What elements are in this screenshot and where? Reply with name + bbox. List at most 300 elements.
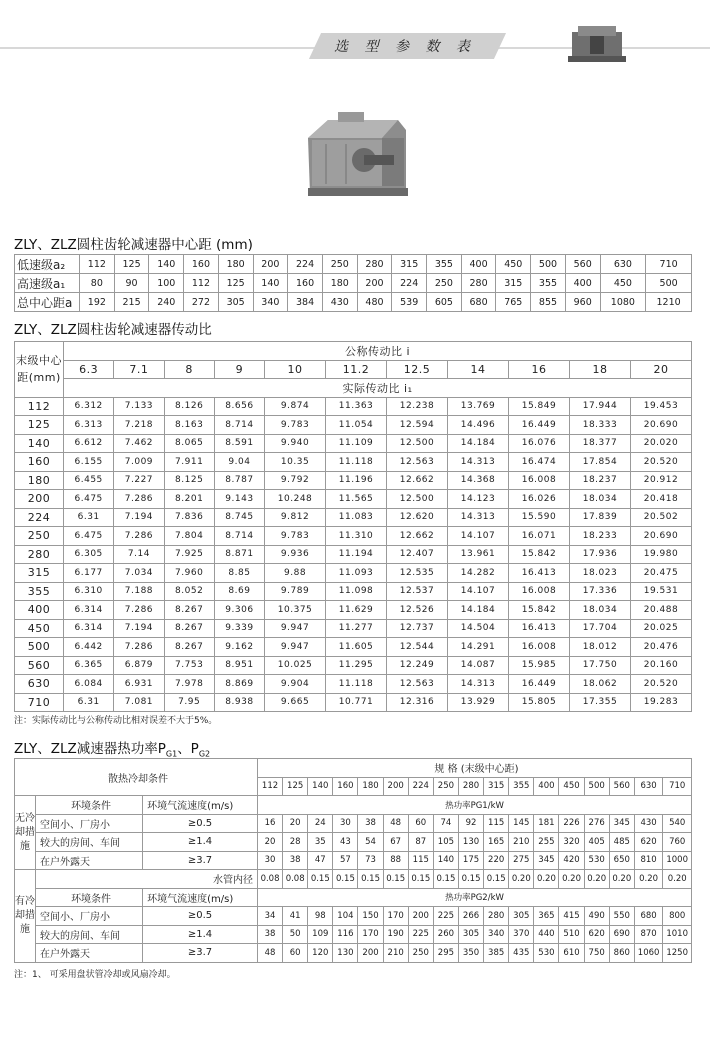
ratio-value: 20.690 <box>630 527 691 546</box>
center-distance: 450 <box>15 619 64 638</box>
table-row <box>15 638 692 657</box>
ratio-value: 8.787 <box>214 471 264 490</box>
power-value: 48 <box>383 814 408 833</box>
ratio-value: 8.052 <box>164 582 214 601</box>
env-header: 环境条件 <box>36 888 143 907</box>
transmission-ratio-table <box>14 341 692 712</box>
center-distance: 710 <box>15 693 64 712</box>
ratio-value: 6.365 <box>64 656 114 675</box>
power-value: 28 <box>283 833 308 852</box>
power-value: 20 <box>283 814 308 833</box>
ratio-value: 9.339 <box>214 619 264 638</box>
table-row <box>15 925 692 944</box>
ratio-value: 18.233 <box>569 527 630 546</box>
power-value: 20 <box>257 833 282 852</box>
center-distance: 355 <box>15 582 64 601</box>
ratio-value: 6.612 <box>64 434 114 453</box>
ratio-value: 9.812 <box>265 508 326 527</box>
nominal-ratio: 7.1 <box>114 360 164 379</box>
ratio-value: 10.771 <box>326 693 387 712</box>
ratio-value: 11.629 <box>326 601 387 620</box>
power-value: 220 <box>484 851 509 870</box>
table-row <box>15 508 692 527</box>
airflow-speed: ≥1.4 <box>143 925 258 944</box>
power-value: 226 <box>559 814 584 833</box>
ratio-value: 12.238 <box>387 397 448 416</box>
table-cell: 224 <box>288 255 323 274</box>
ratio-value: 11.277 <box>326 619 387 638</box>
size-value: 250 <box>433 777 458 796</box>
power-value: 276 <box>584 814 609 833</box>
ratio-value: 8.951 <box>214 656 264 675</box>
ratio-value: 6.314 <box>64 601 114 620</box>
ratio-value: 7.218 <box>114 416 164 435</box>
corner-label: 末级中心距(mm) <box>15 342 64 398</box>
table-cell: 140 <box>149 255 184 274</box>
ratio-value: 15.805 <box>509 693 570 712</box>
ratio-value: 20.020 <box>630 434 691 453</box>
ratio-value: 11.098 <box>326 582 387 601</box>
ratio-value: 20.160 <box>630 656 691 675</box>
power-value: 800 <box>663 907 692 926</box>
power-value: 435 <box>509 944 534 963</box>
power-value: 275 <box>509 851 534 870</box>
ratio-value: 7.133 <box>114 397 164 416</box>
ratio-value: 7.194 <box>114 619 164 638</box>
size-value: 140 <box>308 777 333 796</box>
airflow-speed: ≥0.5 <box>143 907 258 926</box>
pipe-value: 0.20 <box>534 870 559 889</box>
actual-header: 实际传动比 i₁ <box>64 379 692 398</box>
ratio-value: 16.449 <box>509 416 570 435</box>
table-cell: 140 <box>253 274 288 293</box>
power-value: 610 <box>559 944 584 963</box>
ratio-value: 12.620 <box>387 508 448 527</box>
ratio-value: 12.316 <box>387 693 448 712</box>
size-value: 125 <box>283 777 308 796</box>
ratio-value: 6.879 <box>114 656 164 675</box>
pipe-value: 0.20 <box>634 870 663 889</box>
ratio-value: 17.854 <box>569 453 630 472</box>
env-condition: 在户外露天 <box>36 851 143 870</box>
table-row <box>15 293 692 312</box>
ratio-value: 14.107 <box>448 582 509 601</box>
ratio-value: 7.14 <box>114 545 164 564</box>
ratio-value: 20.025 <box>630 619 691 638</box>
ratio-value: 17.336 <box>569 582 630 601</box>
nominal-ratio: 11.2 <box>326 360 387 379</box>
table-cell: 430 <box>322 293 357 312</box>
ratio-value: 14.368 <box>448 471 509 490</box>
table-cell: 500 <box>531 255 566 274</box>
power-value: 150 <box>358 907 383 926</box>
power-value: 165 <box>484 833 509 852</box>
gearbox-thumbnail-icon <box>568 22 626 64</box>
pipe-value: 0.15 <box>383 870 408 889</box>
ratio-value: 9.88 <box>265 564 326 583</box>
table-cell: 355 <box>427 255 462 274</box>
table-cell: 500 <box>646 274 692 293</box>
power-value: 530 <box>534 944 559 963</box>
ratio-value: 8.69 <box>214 582 264 601</box>
ratio-value: 18.034 <box>569 490 630 509</box>
power-value: 650 <box>609 851 634 870</box>
ratio-value: 15.985 <box>509 656 570 675</box>
ratio-value: 12.535 <box>387 564 448 583</box>
table-cell: 160 <box>288 274 323 293</box>
power-value: 420 <box>559 851 584 870</box>
nominal-header: 公称传动比 i <box>64 342 692 361</box>
table-cell: 160 <box>184 255 219 274</box>
center-distance: 125 <box>15 416 64 435</box>
power-value: 530 <box>584 851 609 870</box>
size-value: 200 <box>383 777 408 796</box>
power-value: 190 <box>383 925 408 944</box>
table-cell: 272 <box>184 293 219 312</box>
env-condition: 空间小、厂房小 <box>36 907 143 926</box>
power-value: 415 <box>559 907 584 926</box>
pipe-value: 0.20 <box>663 870 692 889</box>
table-row <box>15 397 692 416</box>
power-value: 1010 <box>663 925 692 944</box>
table-cell: 1080 <box>600 293 646 312</box>
power-value: 104 <box>333 907 358 926</box>
power-value: 30 <box>257 851 282 870</box>
power-value: 16 <box>257 814 282 833</box>
ratio-value: 14.313 <box>448 453 509 472</box>
power-value: 109 <box>308 925 333 944</box>
center-distance: 250 <box>15 527 64 546</box>
ratio-value: 14.087 <box>448 656 509 675</box>
ratio-value: 7.753 <box>164 656 214 675</box>
table-cell: 200 <box>253 255 288 274</box>
power-value: 1250 <box>663 944 692 963</box>
power-value: 98 <box>308 907 333 926</box>
ratio-value: 9.665 <box>265 693 326 712</box>
ratio-note: 注：实际传动比与公称传动比相对误差不大于5%。 <box>14 716 218 726</box>
ratio-value: 6.455 <box>64 471 114 490</box>
env-header: 环境条件 <box>36 796 143 815</box>
table-row <box>15 693 692 712</box>
power-value: 87 <box>408 833 433 852</box>
ratio-value: 9.947 <box>265 619 326 638</box>
power-value: 116 <box>333 925 358 944</box>
env-condition: 较大的房间、车间 <box>36 833 143 852</box>
pipe-value: 0.20 <box>609 870 634 889</box>
ratio-value: 15.590 <box>509 508 570 527</box>
power-value: 175 <box>458 851 483 870</box>
ratio-value: 11.118 <box>326 675 387 694</box>
table-cell: 539 <box>392 293 427 312</box>
env-condition: 在户外露天 <box>36 944 143 963</box>
ratio-value: 15.842 <box>509 545 570 564</box>
table-cell: 192 <box>80 293 115 312</box>
power-value: 365 <box>534 907 559 926</box>
power-value: 266 <box>458 907 483 926</box>
center-distance: 500 <box>15 638 64 657</box>
ratio-value: 16.008 <box>509 638 570 657</box>
pipe-value: 0.15 <box>408 870 433 889</box>
airflow-speed: ≥0.5 <box>143 814 258 833</box>
table-cell: 355 <box>531 274 566 293</box>
power-value: 540 <box>663 814 692 833</box>
ratio-value: 9.947 <box>265 638 326 657</box>
pipe-value: 0.15 <box>433 870 458 889</box>
ratio-value: 14.504 <box>448 619 509 638</box>
table-cell: 315 <box>496 274 531 293</box>
table-cell: 224 <box>392 274 427 293</box>
ratio-value: 8.869 <box>214 675 264 694</box>
ratio-value: 10.248 <box>265 490 326 509</box>
power-value: 170 <box>358 925 383 944</box>
power-value: 57 <box>333 851 358 870</box>
power-value: 550 <box>609 907 634 926</box>
table-cell: 710 <box>646 255 692 274</box>
page-title: 选 型 参 数 表 <box>334 39 476 55</box>
ratio-value: 6.155 <box>64 453 114 472</box>
ratio-value: 12.544 <box>387 638 448 657</box>
center-distance: 315 <box>15 564 64 583</box>
power-value: 225 <box>408 925 433 944</box>
power-value: 870 <box>634 925 663 944</box>
table-cell: 200 <box>357 274 392 293</box>
ratio-value: 6.31 <box>64 508 114 527</box>
power-value: 340 <box>484 925 509 944</box>
ratio-value: 14.291 <box>448 638 509 657</box>
ratio-value: 16.008 <box>509 471 570 490</box>
table-cell: 100 <box>149 274 184 293</box>
power-value: 305 <box>509 907 534 926</box>
power-header: 热功率PG2/kW <box>257 888 691 907</box>
ratio-value: 11.109 <box>326 434 387 453</box>
ratio-value: 9.789 <box>265 582 326 601</box>
ratio-value: 7.188 <box>114 582 164 601</box>
power-value: 181 <box>534 814 559 833</box>
table-row <box>15 545 692 564</box>
ratio-value: 19.453 <box>630 397 691 416</box>
ratio-value: 9.904 <box>265 675 326 694</box>
ratio-value: 7.960 <box>164 564 214 583</box>
ratio-value: 7.286 <box>114 527 164 546</box>
ratio-value: 12.662 <box>387 527 448 546</box>
power-value: 50 <box>283 925 308 944</box>
ratio-value: 20.502 <box>630 508 691 527</box>
ratio-value: 6.312 <box>64 397 114 416</box>
pipe-value: 0.15 <box>458 870 483 889</box>
table-row <box>15 656 692 675</box>
ratio-value: 20.520 <box>630 675 691 694</box>
ratio-value: 17.944 <box>569 397 630 416</box>
center-distance: 112 <box>15 397 64 416</box>
center-distance: 630 <box>15 675 64 694</box>
ratio-value: 8.871 <box>214 545 264 564</box>
power-value: 350 <box>458 944 483 963</box>
table-row <box>15 619 692 638</box>
ratio-value: 7.286 <box>114 490 164 509</box>
power-value: 250 <box>408 944 433 963</box>
table-cell: 305 <box>218 293 253 312</box>
ratio-value: 6.313 <box>64 416 114 435</box>
ratio-value: 14.184 <box>448 434 509 453</box>
power-value: 30 <box>333 814 358 833</box>
power-value: 225 <box>433 907 458 926</box>
table-cell: 450 <box>600 274 646 293</box>
table-row <box>15 490 692 509</box>
size-value: 560 <box>609 777 634 796</box>
ratio-value: 11.118 <box>326 453 387 472</box>
ratio-value: 20.475 <box>630 564 691 583</box>
ratio-value: 7.227 <box>114 471 164 490</box>
ratio-value: 16.413 <box>509 619 570 638</box>
power-value: 41 <box>283 907 308 926</box>
speed-header: 环境气流速度(m/s) <box>143 888 258 907</box>
section1-title: ZLY、ZLZ圆柱齿轮减速器中心距 (mm) <box>14 237 253 253</box>
ratio-value: 9.143 <box>214 490 264 509</box>
table-cell: 605 <box>427 293 462 312</box>
size-value: 450 <box>559 777 584 796</box>
power-value: 38 <box>257 925 282 944</box>
power-value: 750 <box>584 944 609 963</box>
ratio-value: 12.407 <box>387 545 448 564</box>
table-cell: 112 <box>184 274 219 293</box>
table-cell: 1210 <box>646 293 692 312</box>
ratio-value: 11.054 <box>326 416 387 435</box>
nominal-ratio: 18 <box>569 360 630 379</box>
table-cell: 450 <box>496 255 531 274</box>
env-condition: 较大的房间、车间 <box>36 925 143 944</box>
ratio-value: 11.295 <box>326 656 387 675</box>
ratio-value: 9.940 <box>265 434 326 453</box>
ratio-value: 6.31 <box>64 693 114 712</box>
ratio-value: 8.938 <box>214 693 264 712</box>
pipe-value: 0.20 <box>509 870 534 889</box>
table-cell: 125 <box>114 255 149 274</box>
power-value: 690 <box>609 925 634 944</box>
table-row <box>15 527 692 546</box>
nominal-ratio: 6.3 <box>64 360 114 379</box>
ratio-value: 18.012 <box>569 638 630 657</box>
size-value: 280 <box>458 777 483 796</box>
size-value: 160 <box>333 777 358 796</box>
nominal-ratio: 12.5 <box>387 360 448 379</box>
ratio-value: 20.912 <box>630 471 691 490</box>
table-row <box>15 601 692 620</box>
env-condition: 空间小、厂房小 <box>36 814 143 833</box>
ratio-value: 20.488 <box>630 601 691 620</box>
ratio-value: 7.009 <box>114 453 164 472</box>
power-value: 170 <box>383 907 408 926</box>
ratio-value: 20.690 <box>630 416 691 435</box>
ratio-value: 6.442 <box>64 638 114 657</box>
table-cell: 960 <box>565 293 600 312</box>
ratio-value: 16.071 <box>509 527 570 546</box>
ratio-value: 19.980 <box>630 545 691 564</box>
ratio-value: 11.196 <box>326 471 387 490</box>
ratio-value: 6.314 <box>64 619 114 638</box>
ratio-value: 8.163 <box>164 416 214 435</box>
size-value: 710 <box>663 777 692 796</box>
power-value: 370 <box>509 925 534 944</box>
power-value: 760 <box>663 833 692 852</box>
table-cell: 280 <box>461 274 496 293</box>
power-value: 260 <box>433 925 458 944</box>
ratio-value: 9.783 <box>265 527 326 546</box>
ratio-value: 8.065 <box>164 434 214 453</box>
ratio-value: 17.704 <box>569 619 630 638</box>
table-cell: 280 <box>357 255 392 274</box>
table-cell: 250 <box>427 274 462 293</box>
ratio-value: 8.591 <box>214 434 264 453</box>
ratio-value: 16.474 <box>509 453 570 472</box>
ratio-value: 11.083 <box>326 508 387 527</box>
size-value: 500 <box>584 777 609 796</box>
power-value: 510 <box>559 925 584 944</box>
ratio-value: 11.605 <box>326 638 387 657</box>
table-row <box>15 814 692 833</box>
power-value: 680 <box>634 907 663 926</box>
ratio-value: 15.842 <box>509 601 570 620</box>
power-value: 140 <box>433 851 458 870</box>
power-value: 620 <box>634 833 663 852</box>
ratio-value: 6.475 <box>64 527 114 546</box>
ratio-value: 7.95 <box>164 693 214 712</box>
center-distance: 560 <box>15 656 64 675</box>
power-value: 440 <box>534 925 559 944</box>
center-distance: 200 <box>15 490 64 509</box>
power-value: 73 <box>358 851 383 870</box>
ratio-value: 16.008 <box>509 582 570 601</box>
ratio-value: 8.656 <box>214 397 264 416</box>
ratio-value: 7.286 <box>114 601 164 620</box>
ratio-value: 12.662 <box>387 471 448 490</box>
power-value: 255 <box>534 833 559 852</box>
table-row <box>15 434 692 453</box>
power-value: 490 <box>584 907 609 926</box>
ratio-value: 16.026 <box>509 490 570 509</box>
ratio-value: 8.126 <box>164 397 214 416</box>
power-value: 60 <box>283 944 308 963</box>
table-cell: 384 <box>288 293 323 312</box>
pipe-value: 0.15 <box>308 870 333 889</box>
ratio-value: 18.062 <box>569 675 630 694</box>
nominal-ratio: 9 <box>214 360 264 379</box>
ratio-value: 7.081 <box>114 693 164 712</box>
ratio-value: 12.537 <box>387 582 448 601</box>
power-value: 405 <box>584 833 609 852</box>
center-distance: 180 <box>15 471 64 490</box>
ratio-value: 12.526 <box>387 601 448 620</box>
power-value: 38 <box>283 851 308 870</box>
power-value: 345 <box>609 814 634 833</box>
cooling-side-label: 无冷却措施 <box>15 796 36 870</box>
table-cell: 215 <box>114 293 149 312</box>
power-value: 1000 <box>663 851 692 870</box>
power-value: 38 <box>358 814 383 833</box>
table-cell: 112 <box>80 255 115 274</box>
table-row <box>15 416 692 435</box>
ratio-value: 6.475 <box>64 490 114 509</box>
power-value: 430 <box>634 814 663 833</box>
power-value: 485 <box>609 833 634 852</box>
nominal-ratio: 8 <box>164 360 214 379</box>
power-value: 67 <box>383 833 408 852</box>
table-row <box>15 255 692 274</box>
power-value: 385 <box>484 944 509 963</box>
ratio-value: 9.306 <box>214 601 264 620</box>
table-cell: 250 <box>322 255 357 274</box>
ratio-value: 20.520 <box>630 453 691 472</box>
size-value: 400 <box>534 777 559 796</box>
